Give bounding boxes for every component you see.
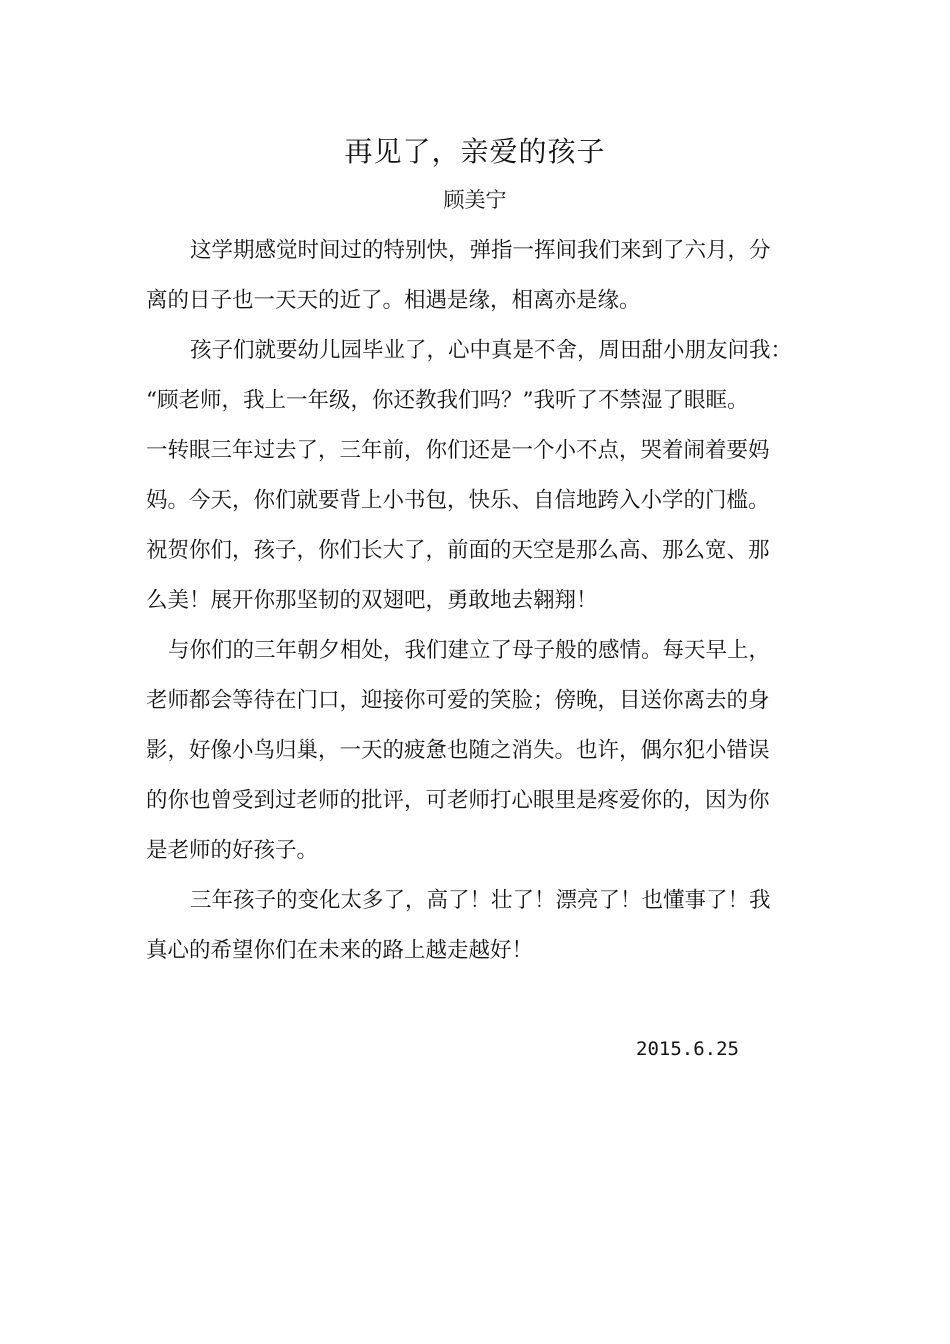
paragraph-line: 与你们的三年朝夕相处，我们建立了母子般的感情。每天早上，	[168, 638, 771, 663]
paragraph-line: 祝贺你们，孩子，你们长大了，前面的天空是那么高、那么宽、那	[146, 538, 770, 563]
paragraph-line: 这学期感觉时间过的特别快，弹指一挥间我们来到了六月，分	[190, 238, 771, 263]
document-author: 顾美宁	[443, 188, 507, 212]
paragraph-line: 老师都会等待在门口，迎接你可爱的笑脸；傍晚，目送你离去的身	[146, 688, 770, 713]
paragraph-line: 妈。今天，你们就要背上小书包，快乐、自信地跨入小学的门槛。	[146, 488, 770, 513]
paragraph-line: 离的日子也一天天的近了。相遇是缘，相离亦是缘。	[146, 288, 641, 313]
paragraph-line: 一转眼三年过去了，三年前，你们还是一个小不点，哭着闹着要妈	[146, 438, 770, 463]
paragraph-line: 孩子们就要幼儿园毕业了，心中真是不舍，周田甜小朋友问我：	[190, 338, 793, 363]
paragraph-line: 三年孩子的变化太多了，高了！壮了！漂亮了！也懂事了！我	[190, 888, 771, 913]
paragraph-line: 真心的希望你们在未来的路上越走越好！	[146, 938, 534, 963]
paragraph-line: 是老师的好孩子。	[146, 838, 319, 863]
paragraph-line: 么美！展开你那坚韧的双翅吧，勇敢地去翱翔！	[146, 588, 598, 613]
paragraph-line: 影，好像小鸟归巢，一天的疲惫也随之消失。也许，偶尔犯小错误	[146, 738, 770, 763]
document-title: 再见了，亲爱的孩子	[344, 135, 606, 168]
paragraph-line: “顾老师，我上一年级，你还教我们吗？”我听了不禁湿了眼眶。	[146, 388, 749, 413]
paragraph-line: 的你也曾受到过老师的批评，可老师打心眼里是疼爱你的，因为你	[146, 788, 770, 813]
document-date: 2015.6.25	[636, 1038, 739, 1060]
